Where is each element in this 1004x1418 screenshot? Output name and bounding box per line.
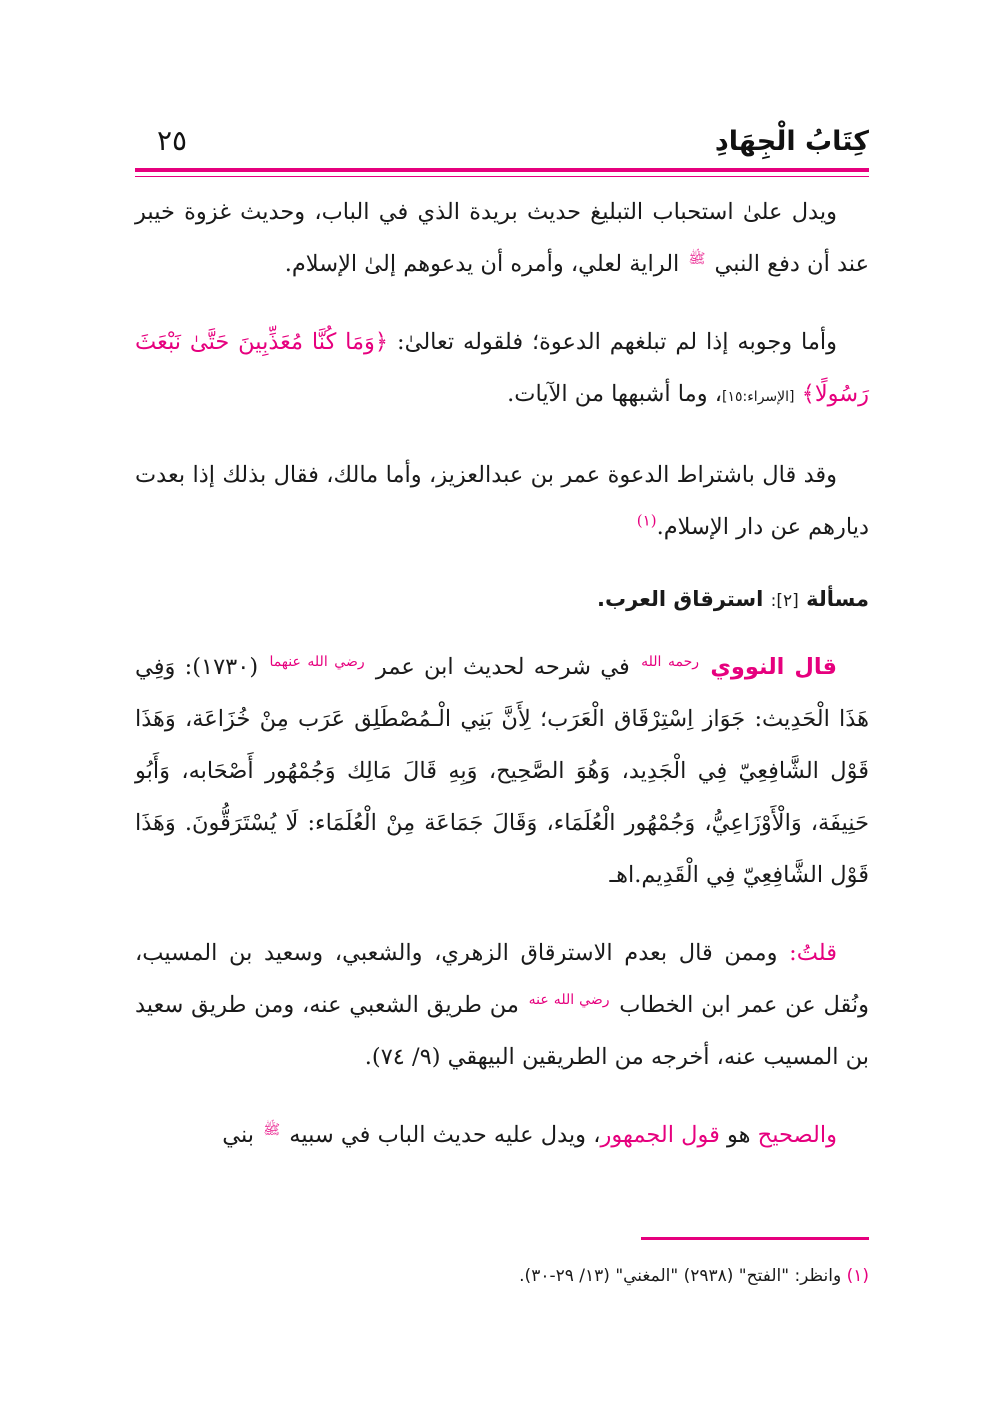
paragraph-4: [135, 641, 869, 901]
conclusion-label: والصحيح: [757, 1122, 837, 1148]
note-label: قلتُ:: [789, 940, 837, 966]
paragraph-3: [135, 449, 869, 553]
quoted-scholar: قال النووي: [710, 654, 838, 680]
paragraph-5-text: وممن قال بعدم الاسترقاق الزهري، والشعبي، وسعيد بن المسيب، ونُقل عن عمر ابن الخطاب: [135, 940, 869, 1018]
page-body: [135, 180, 869, 1187]
paragraph-4-quote: (١٧٣٠): وَفِي هَذَا الْحَدِيث: جَوَاز اِسْتِرْقَاق الْعَرَب؛ لِأَنَّ بَنِي الْـمُصْطَلِق عَرَب مِنْ خُزَاعَة، وَهَذَا قَوْل الشَّافِعِيّ فِي الْجَدِيد، وَهُوَ الصَّحِيح، وَبِهِ قَالَ مَالِك وَجُمْهُور أَصْحَابه، وَأَبُو حَنِيفَة، وَالْأَوْزَاعِيُّ، وَجُمْهُور الْعُلَمَاء، وَقَالَ جَمَاعَة مِنْ الْعُلَمَاء: لَا يُسْتَرَقُّونَ. وَهَذَا قَوْل الشَّافِعِيّ فِي الْقَدِيم.اهـ: [135, 654, 869, 888]
heading-number: [٢]:: [770, 591, 799, 611]
paragraph-6-end: بني: [222, 1122, 255, 1148]
heading-label: مسألة: [806, 587, 869, 611]
footnote-text: وانظر: "الفتح" (٢٩٣٨) "المغني" (١٣/ ٢٩-٣٠).: [519, 1266, 842, 1286]
verse-reference: [الإسراء:١٥]: [721, 389, 795, 405]
salutation-icon: ﷺ: [688, 250, 706, 267]
paragraph-2-end: ، وما أشبهها من الآيات.: [507, 381, 722, 407]
footnote-mark: (١): [846, 1266, 869, 1286]
salutation-icon-2: ﷺ: [263, 1121, 281, 1138]
footnote-divider: [641, 1237, 869, 1240]
footnote: [135, 1262, 869, 1290]
paragraph-1-text: ويدل علىٰ استحباب التبليغ حديث بريدة الذي في الباب، وحديث غزوة خيبر عند أن دفع النبي: [135, 199, 869, 277]
page-number: ٢٥: [157, 124, 188, 157]
header-rule-thick: [135, 168, 869, 172]
section-heading: [135, 579, 869, 621]
paragraph-6: [135, 1109, 869, 1161]
running-title: كِتَابُ الْجِهَادِ: [714, 126, 869, 157]
pleased-salutation-icon-2: رضي الله عنه: [528, 991, 610, 1008]
paragraph-3-text: وقد قال باشتراط الدعوة عمر بن عبدالعزيز، وأما مالك، فقال بذلك إذا بعدت ديارهم عن دار الإسلام.: [135, 462, 869, 540]
paragraph-1-end: الراية لعلي، وأمره أن يدعوهم إلىٰ الإسلام.: [284, 251, 680, 277]
page-header: [135, 122, 869, 166]
heading-title: استرقاق العرب.: [597, 587, 764, 611]
paragraph-1: [135, 186, 869, 290]
paragraph-5: [135, 927, 869, 1083]
paragraph-2: [135, 316, 869, 423]
majority-opinion: قول الجمهور: [600, 1122, 720, 1148]
quran-verse: ﴿وَمَا كُنَّا مُعَذِّبِينَ حَتَّىٰ نَبْعَثَ رَسُولًا﴾: [135, 329, 869, 407]
paragraph-2-text: وأما وجوبه إذا لم تبلغهم الدعوة؛ فلقوله تعالىٰ:: [396, 329, 838, 355]
footnote-reference[interactable]: (١): [636, 511, 657, 530]
mercy-salutation-icon: رحمه الله: [641, 653, 700, 670]
paragraph-4-intro: في شرحه لحديث ابن عمر: [375, 654, 630, 680]
pleased-salutation-icon: رضي الله عنهما: [269, 653, 365, 670]
header-rule-thin: [135, 176, 869, 177]
paragraph-6-word: هو: [727, 1122, 751, 1148]
paragraph-5-end: من طريق الشعبي عنه، ومن طريق سعيد بن المسيب عنه، أخرجه من الطريقين البيهقي (٩/ ٧٤).: [135, 992, 869, 1070]
paragraph-6-text: ، ويدل عليه حديث الباب في سبيه: [289, 1122, 601, 1148]
